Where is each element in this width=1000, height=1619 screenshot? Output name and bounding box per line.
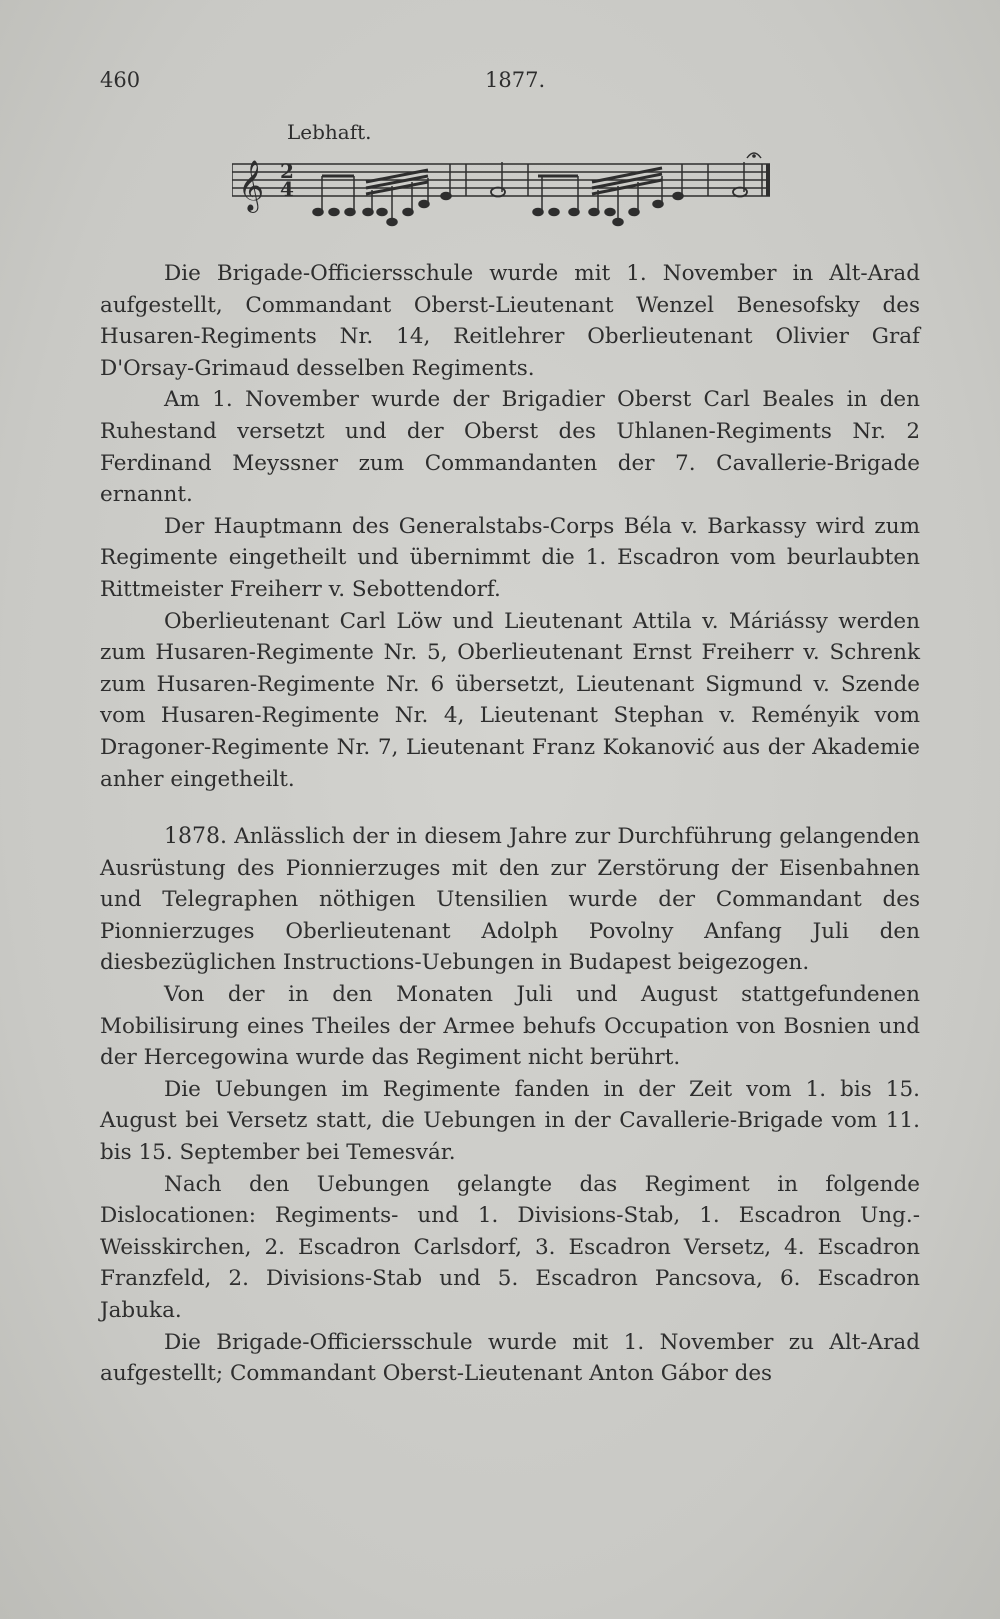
paragraph: Die Uebungen im Regimente fanden in der Zeit vom 1. bis 15. August bei Versetz statt, die Uebungen in der Cavallerie-Brigade vom 11. bis 15. September bei Temesvár. xyxy=(100,1076,920,1166)
paragraph: Die Brigade-Officiersschule wurde mit 1. November in Alt-Arad aufgestellt, Commandant Oberst-Lieutenant Wenzel Benesofsky des Husaren-Regiments Nr. 14, Reitlehrer Oberlieutenant Olivier Graf D'Orsay-Grimaud desselben Regiments. xyxy=(100,261,920,381)
paragraph: Oberlieutenant Carl Löw und Lieutenant Attila v. Máriássy werden zum Husaren-Regimente Nr. 5, Oberlieutenant Ernst Freiherr v. Schrenk zum Husaren-Regimente Nr. 6 übersetzt, Lieutenant Sigmund v. Szende vom Husaren-Regimente Nr. 4, Lieutenant Stephan v. Reményik vom Dragoner-Regimente Nr. 7, Lieutenant Franz Kokanović aus der Akademie anher eingetheilt. xyxy=(100,608,920,792)
svg-text:𝄞: 𝄞 xyxy=(238,160,265,211)
page-header xyxy=(100,68,920,98)
paragraph: Die Brigade-Officiersschule wurde mit 1. November zu Alt-Arad aufgestellt; Commandant Oberst-Lieutenant Anton Gábor des xyxy=(100,1329,920,1387)
paragraph: Der Hauptmann des Generalstabs-Corps Béla v. Barkassy wird zum Regimente eingetheilt und übernimmt die 1. Escadron vom beurlaubten Rittmeister Freiherr v. Sebottendorf. xyxy=(100,513,920,602)
paragraph: Am 1. November wurde der Brigadier Oberst Carl Beales in den Ruhestand versetzt und der Oberst des Uhlanen-Regiments Nr. 2 Ferdinand Meyssner zum Commandanten der 7. Cavallerie-Brigade ernannt. xyxy=(100,387,920,508)
paragraph: Nach den Uebungen gelangte das Regiment in folgende Dislocationen: Regiments- und 1. Divisions-Stab, 1. Escadron Ung.-Weisskirchen, 2. Escadron Carlsdorf, 3. Escadron Versetz, 4. Escadron Franzfeld, 2. Divisions-Stab und 5. Escadron Pancsova, 6. Escadron Jabuka. xyxy=(100,1171,920,1323)
year-heading: 1878. xyxy=(164,824,227,850)
paragraph-text: Anlässlich der in diesem Jahre zur Durchführung gelangenden Ausrüstung des Pionnierzuges mit den zur Zerstörung der Eisenbahnen und Telegraphen nöthigen Utensilien wurde der Commandant des Pionnierzuges Oberlieutenant Adolph Povolny Anfang Juli den diesbezüglichen Instructions-Uebungen in Budapest beigezogen. xyxy=(100,824,920,976)
time-signature-top: 2 xyxy=(280,159,294,183)
music-notation xyxy=(232,142,772,242)
running-head-year: 1877. xyxy=(485,68,546,92)
paragraph-year-1878 xyxy=(100,821,920,979)
paragraph: Von der in den Monaten Juli und August stattgefundenen Mobilisirung eines Theiles der Armee behufs Occupation von Bosnien und der Hercegowina wurde das Regiment nicht berührt. xyxy=(100,982,920,1071)
page-number: 460 xyxy=(100,68,141,92)
time-signature-bottom: 4 xyxy=(280,177,294,201)
body-text xyxy=(100,258,920,1390)
music-tempo-marking: Lebhaft. xyxy=(287,120,372,144)
